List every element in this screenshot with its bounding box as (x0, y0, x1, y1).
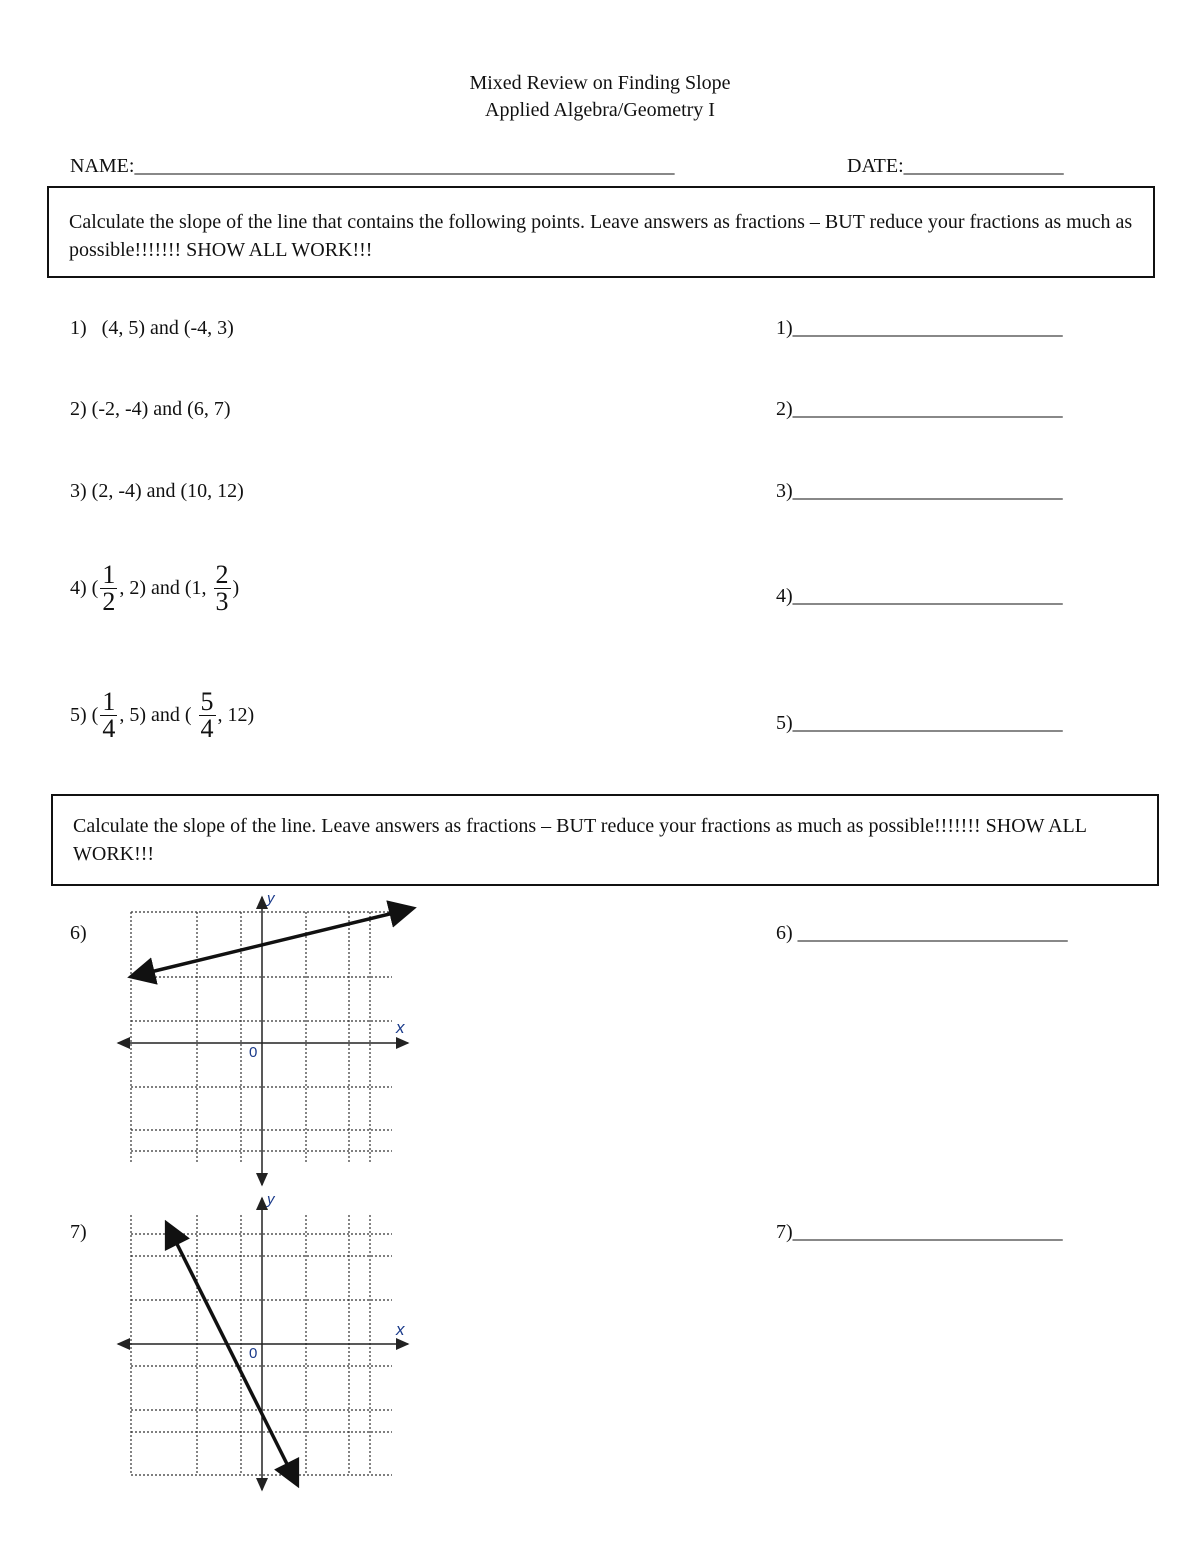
problem-5-suffix: , 12) (217, 704, 255, 726)
graph-6-line (134, 909, 410, 976)
worksheet-title: Mixed Review on Finding Slope (469, 72, 731, 94)
worksheet-subtitle: Applied Algebra/Geometry I (485, 99, 715, 121)
problem-5-mid: , 5) and ( (119, 704, 197, 726)
problem-4-suffix: ) (232, 577, 240, 599)
denominator: 4 (102, 714, 116, 743)
y-axis-label: y (267, 890, 275, 907)
denominator: 4 (200, 714, 214, 743)
y-axis-label: y (267, 1191, 275, 1208)
numerator: 5 (200, 687, 214, 716)
numerator: 2 (215, 560, 229, 589)
origin-label: 0 (249, 1044, 258, 1061)
numerator: 1 (102, 687, 116, 716)
answer-line-1[interactable]: 1)___________________________ (776, 317, 1063, 339)
problem-3: 3) (2, -4) and (10, 12) (70, 480, 244, 502)
problem-2: 2) (-2, -4) and (6, 7) (70, 398, 231, 420)
problem-4-prefix: 4) ( (70, 577, 99, 599)
name-field[interactable]: NAME:______________________________________________________ (70, 155, 675, 177)
x-axis-label: x (396, 1018, 405, 1037)
instructions-text-1: Calculate the slope of the line that contains the following points. Leave answers as fractions – BUT reduce your fractions as much as possible!!!!!!! SHOW ALL WORK!!! (69, 211, 1133, 261)
graph-7-label: 7) (70, 1221, 87, 1243)
answer-line-7[interactable]: 7)___________________________ (776, 1221, 1063, 1243)
answer-line-2[interactable]: 2)___________________________ (776, 398, 1063, 420)
problem-1: 1) (4, 5) and (-4, 3) (70, 317, 234, 339)
problem-4-mid: , 2) and (1, (119, 577, 212, 599)
problem-5-prefix: 5) ( (70, 704, 99, 726)
graph-6-label: 6) (70, 922, 87, 944)
denominator: 2 (102, 587, 116, 616)
answer-line-5[interactable]: 5)___________________________ (776, 712, 1063, 734)
answer-line-3[interactable]: 3)___________________________ (776, 480, 1063, 502)
instructions-text-2: Calculate the slope of the line. Leave answers as fractions – BUT reduce your fractions as much as possible!!!!!!! SHOW ALL WORK!!! (73, 815, 1087, 865)
origin-label: 0 (249, 1345, 258, 1362)
denominator: 3 (215, 587, 229, 616)
x-axis-label: x (396, 1320, 405, 1339)
answer-line-6[interactable]: 6) ___________________________ (776, 922, 1068, 944)
numerator: 1 (102, 560, 116, 589)
graph-7-line (168, 1226, 296, 1482)
date-field[interactable]: DATE:________________ (847, 155, 1064, 177)
answer-line-4[interactable]: 4)___________________________ (776, 585, 1063, 607)
